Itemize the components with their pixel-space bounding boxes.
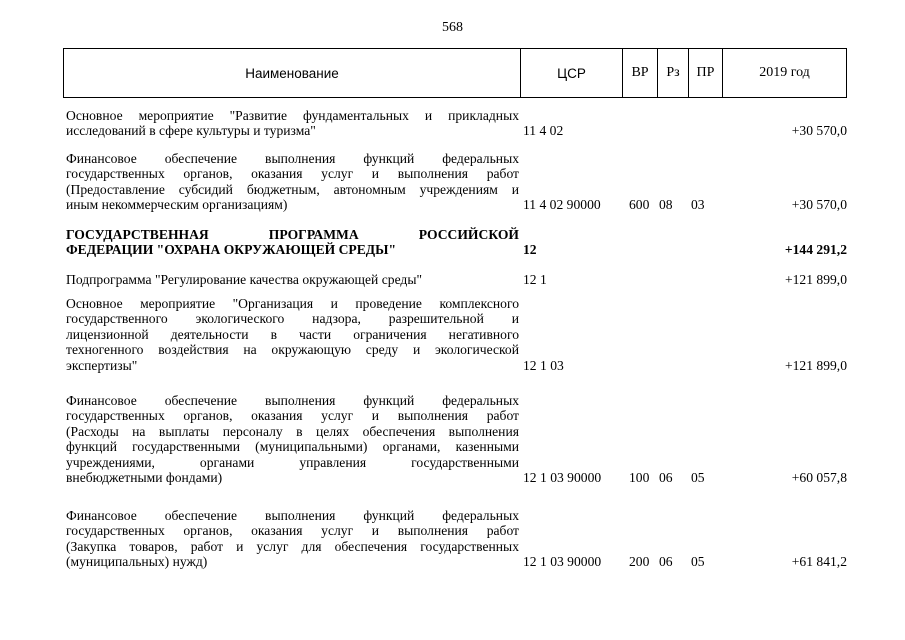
row-name-line: Финансовое обеспечение выполнения функций федеральных [66, 508, 519, 523]
header-vr: ВР [623, 49, 658, 97]
row-name-line: ГОСУДАРСТВЕННАЯ ПРОГРАММА РОССИЙСКОЙ [66, 227, 519, 242]
row-name-line: Подпрограмма "Регулирование качества окружающей среды" [66, 272, 423, 287]
row-amount: +144 291,2 [784, 242, 847, 258]
row-rz: 06 [659, 470, 673, 485]
row-csr: 12 1 03 [523, 357, 564, 373]
row-name [66, 108, 519, 139]
row-csr: 11 4 02 [523, 123, 564, 139]
row-name-line: техногенного воздействия на окружающую среду и экологической [66, 342, 519, 358]
row-csr: 12 1 03 90000 [523, 470, 602, 485]
row-amount: +61 841,2 [791, 554, 847, 570]
row-csr: 12 [523, 242, 537, 258]
row-name-line: экспертизы" [66, 357, 138, 373]
table-header [63, 48, 847, 98]
row-name-line: государственного экологического надзора, разрешительной и [66, 311, 519, 327]
row-name-line: лицензионной деятельности в части ограничения негативного [66, 326, 519, 342]
row-csr: 12 1 [523, 272, 547, 287]
row-amount: +121 899,0 [784, 357, 847, 373]
row-name-line: государственных органов, оказания услуг и выполнения работ [66, 408, 519, 424]
row-amount: +30 570,0 [791, 197, 847, 213]
row-rz: 08 [659, 197, 673, 213]
row-name-line: государственных органов, оказания услуг и выполнения работ [66, 523, 519, 539]
header-year: 2019 год [759, 65, 810, 80]
row-rz: 06 [659, 554, 673, 570]
row-name-line: учреждениями, органами управления государственными [66, 454, 519, 470]
row-vr: 100 [629, 470, 650, 485]
row-name [66, 508, 519, 570]
row-pr: 05 [691, 554, 705, 570]
row-name-line: (муниципальных) нужд) [66, 554, 208, 570]
row-name-line: (Предоставление субсидий бюджетным, автономным учреждениям и [66, 181, 519, 197]
row-csr: 12 1 03 90000 [523, 554, 602, 570]
row-name [66, 296, 519, 373]
row-amount: +121 899,0 [784, 272, 847, 287]
row-name-line: Основное мероприятие "Развитие фундаментальных и прикладных [66, 108, 519, 123]
row-amount: +60 057,8 [791, 470, 847, 485]
row-name-line: (Расходы на выплаты персоналу в целях обеспечения выполнения [66, 423, 519, 439]
row-name-line: Основное мероприятие "Организация и проведение комплексного [66, 296, 519, 311]
row-name [66, 227, 519, 258]
row-name-line: (Закупка товаров, работ и услуг для обеспечения государственных [66, 538, 519, 554]
row-name-line: внебюджетными фондами) [66, 470, 223, 486]
row-name [66, 151, 519, 213]
page-number: 568 [442, 20, 463, 35]
header-rz: Рз [658, 49, 689, 97]
header-csr: ЦСР [521, 49, 623, 97]
row-name-line: Финансовое обеспечение выполнения функций федеральных [66, 393, 519, 408]
row-pr: 05 [691, 470, 705, 485]
row-name-line: исследований в сфере культуры и туризма" [66, 123, 316, 139]
row-name-line: Финансовое обеспечение выполнения функций федеральных [66, 151, 519, 166]
row-name [66, 272, 519, 287]
row-name-line: функций государственными (муниципальными) органами, казенными [66, 439, 519, 455]
header-name: Наименование [64, 49, 521, 97]
row-pr: 03 [691, 197, 705, 213]
row-vr: 600 [629, 197, 650, 213]
row-name [66, 393, 519, 485]
row-vr: 200 [629, 554, 650, 570]
row-csr: 11 4 02 90000 [523, 197, 601, 213]
row-name-line: ФЕДЕРАЦИИ "ОХРАНА ОКРУЖАЮЩЕЙ СРЕДЫ" [66, 242, 397, 258]
row-amount: +30 570,0 [791, 123, 847, 139]
row-name-line: государственных органов, оказания услуг и выполнения работ [66, 166, 519, 182]
header-pr: ПР [689, 49, 723, 97]
row-name-line: иным некоммерческим организациям) [66, 197, 288, 213]
